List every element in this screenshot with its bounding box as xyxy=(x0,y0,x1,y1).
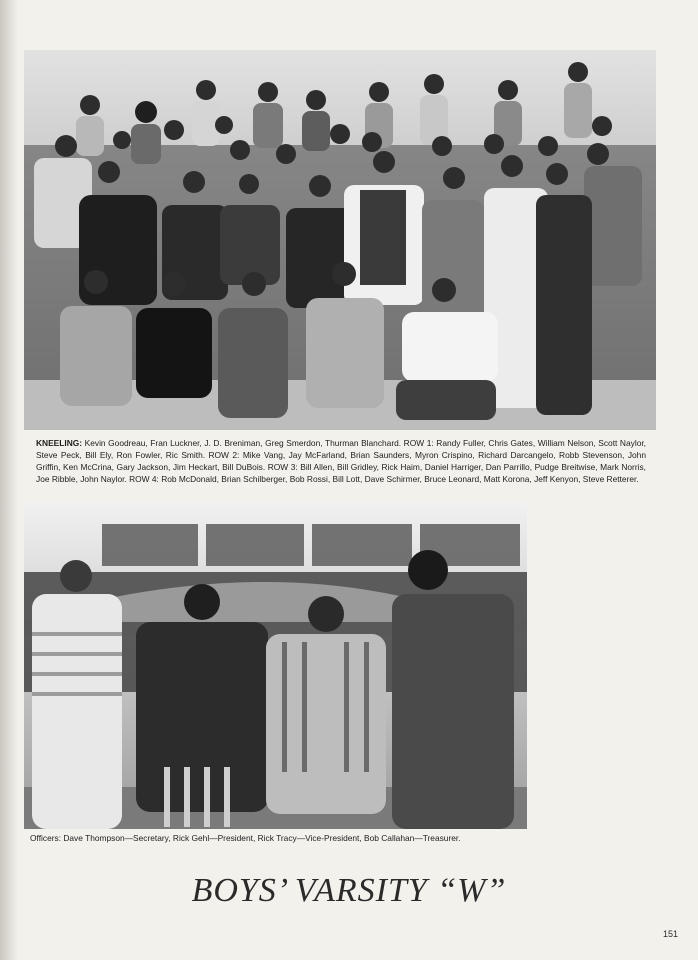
team-group-photo xyxy=(24,50,656,430)
page-binding-shadow xyxy=(0,0,18,960)
officers-photo-caption: Officers: Dave Thompson—Secretary, Rick Gehl—President, Rick Tracy—Vice-President, Bob Callahan—Treasurer. xyxy=(30,833,461,843)
officers-photo xyxy=(24,502,527,829)
team-photo-caption xyxy=(36,437,646,485)
page-title: BOYS’ VARSITY “W” xyxy=(191,872,507,909)
caption-body: Kevin Goodreau, Fran Luckner, J. D. Breniman, Greg Smerdon, Thurman Blanchard. ROW 1: Randy Fuller, Chris Gates, William Nelson, Scott Naylor, Steve Peck, Bill Ely, Ron Fowler, Ric Smith. ROW 2: Mike Vang, Jay McFarland, Brian Saunders, Myron Crispino, Richard Darcangelo, Robb Stevenson, John Griffin, Ken McCrina, Gary Jackson, Jim Heckart, Bill DuBois. ROW 3: Bill Allen, Bill Gridley, Rick Haim, Daniel Harriger, Dan Parrillo, Pudge Breitwise, Mark Norris, Joe Ribble, John Naylor. ROW 4: Rob McDonald, Brian Schilberger, Bob Rossi, Bill Lott, Dave Schirmer, Bruce Leonard, Matt Korona, Jeff Kenyon, Steve Retterer. xyxy=(36,438,647,484)
caption-lead: KNEELING: xyxy=(36,438,83,448)
page-number: 151 xyxy=(662,929,678,939)
